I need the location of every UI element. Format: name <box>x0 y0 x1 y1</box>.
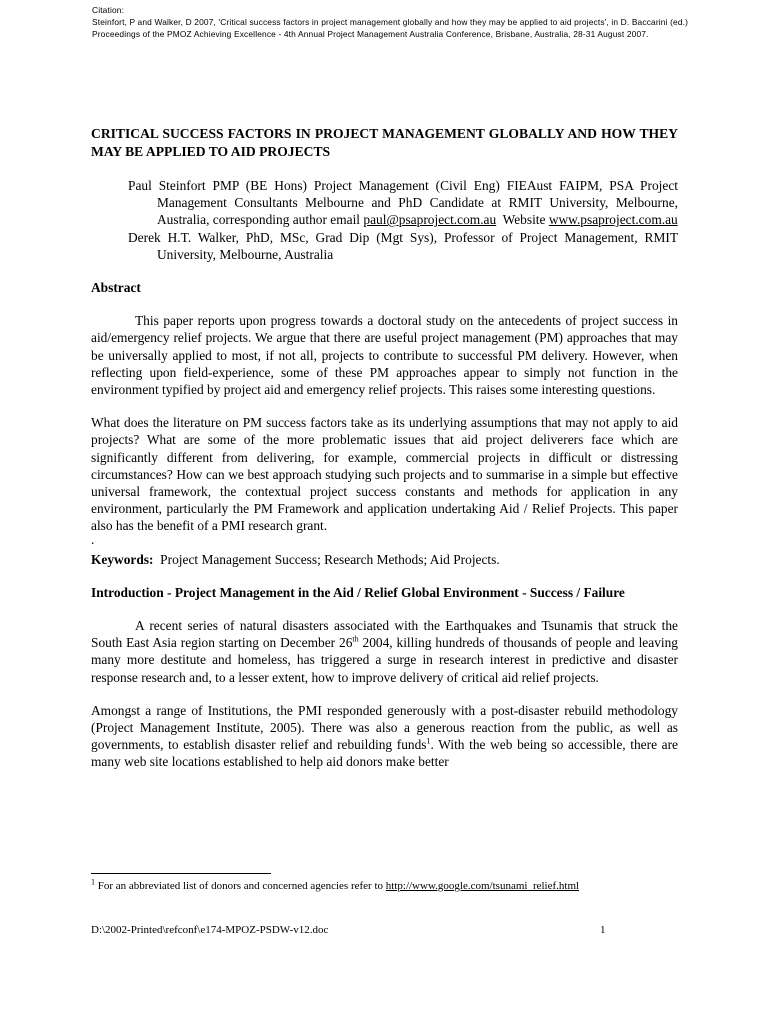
author-affiliation: Paul Steinfort PMP (BE Hons) Project Management (Civil Eng) FIEAust FAIPM, PSA Project Management Consultants Melbourne and PhD Candidate at RMIT University, Melbourne, Australia, corresponding author email <box>128 178 678 228</box>
abstract-paragraph: What does the literature on PM success factors take as its underlying assumptions that may not apply to aid projects? What are some of the more problematic issues that aid project deliverers face which are significantly different from delivering, for example, commercial projects in difficult or distressing circumstances? How can we best approach studying such projects and to summarise in a simple but effective universal framework, the contextual project success constants and methods for application in any environment, particularly the PM Framework and application undertaking Aid / Relief Projects. This paper also has the benefit of a PMI research grant. <box>91 415 678 534</box>
paragraph-text: . With the web being so accessible, there are many web site locations established to help aid donors make better <box>91 737 678 770</box>
footnote <box>91 879 691 893</box>
citation-label: Citation: <box>92 5 125 15</box>
footer-file-path: D:\2002-Printed\refconf\e174-MPOZ-PSDW-v12.doc <box>91 924 329 936</box>
footnote-divider <box>91 873 271 874</box>
author-entry <box>91 229 678 263</box>
paper-body <box>91 125 678 771</box>
paper-title: CRITICAL SUCCESS FACTORS IN PROJECT MANAGEMENT GLOBALLY AND HOW THEY MAY BE APPLIED TO AID PROJECTS <box>91 126 678 159</box>
abstract-heading: Abstract <box>91 280 141 296</box>
footnote-reference[interactable]: 1 <box>426 736 431 746</box>
introduction-heading: Introduction - Project Management in the Aid / Relief Global Environment - Success / Failure <box>91 584 625 600</box>
footnote-link[interactable]: http://www.google.com/tsunami_relief.html <box>385 880 580 892</box>
footnote-marker: 1 <box>91 877 95 887</box>
website-label: Website <box>496 212 549 228</box>
page-number: 1 <box>600 924 606 936</box>
author-affiliation: Derek H.T. Walker, PhD, MSc, Grad Dip (Mgt Sys), Professor of Project Management, RMIT University, Melbourne, Australia <box>128 229 678 262</box>
author-email-link[interactable]: paul@psaproject.com.au <box>363 212 497 228</box>
stray-dot: . <box>91 531 95 547</box>
superscript: th <box>352 634 359 644</box>
author-list <box>91 177 678 263</box>
keywords-line <box>91 551 678 568</box>
author-entry <box>91 177 678 229</box>
abstract-paragraph: This paper reports upon progress towards a doctoral study on the antecedents of project success in aid/emergency relief projects. We argue that there are useful project management (PM) approaches that may be universally applied to most, if not all, projects to contribute to successful PM delivery. However, when reflecting upon field-experience, some of these PM approaches appear to simply not function in the environment typified by project aid and emergency relief projects. This raises some interesting questions. <box>91 313 678 398</box>
footnote-text: For an abbreviated list of donors and concerned agencies refer to <box>95 880 386 892</box>
keywords-text: Project Management Success; Research Methods; Aid Projects. <box>153 551 500 567</box>
citation-block <box>92 4 692 40</box>
keywords-label: Keywords: <box>91 551 154 567</box>
paragraph-text: A recent series of natural disasters associated with the Earthquakes and Tsunamis that struck the South East Asia region starting on December 26 <box>91 618 678 651</box>
introduction-paragraph <box>91 617 678 686</box>
citation-text: Steinfort, P and Walker, D 2007, 'Critical success factors in project management globally and how they may be applied to aid projects', in D. Baccarini (ed.) Proceedings of the PMOZ Achieving Excellence - 4th Annual Project Management Australia Conference, Brisbane, Australia, 28-31 August 2007. <box>92 17 689 39</box>
introduction-paragraph <box>91 702 678 771</box>
author-website-link[interactable]: www.psaproject.com.au <box>548 212 678 228</box>
paragraph-text: 2004, killing hundreds of thousands of people and leaving many more destitute and homeless, has triggered a surge in research interest in predictive and disaster response research and, to a lesser extent, how to improve delivery of critical aid relief projects. <box>91 635 678 685</box>
paragraph-text: Amongst a range of Institutions, the PMI responded generously with a post-disaster rebuild methodology (Project Management Institute, 2005). There was also a generous reaction from the public, as well as governments, to establish disaster relief and rebuilding funds <box>91 702 678 753</box>
